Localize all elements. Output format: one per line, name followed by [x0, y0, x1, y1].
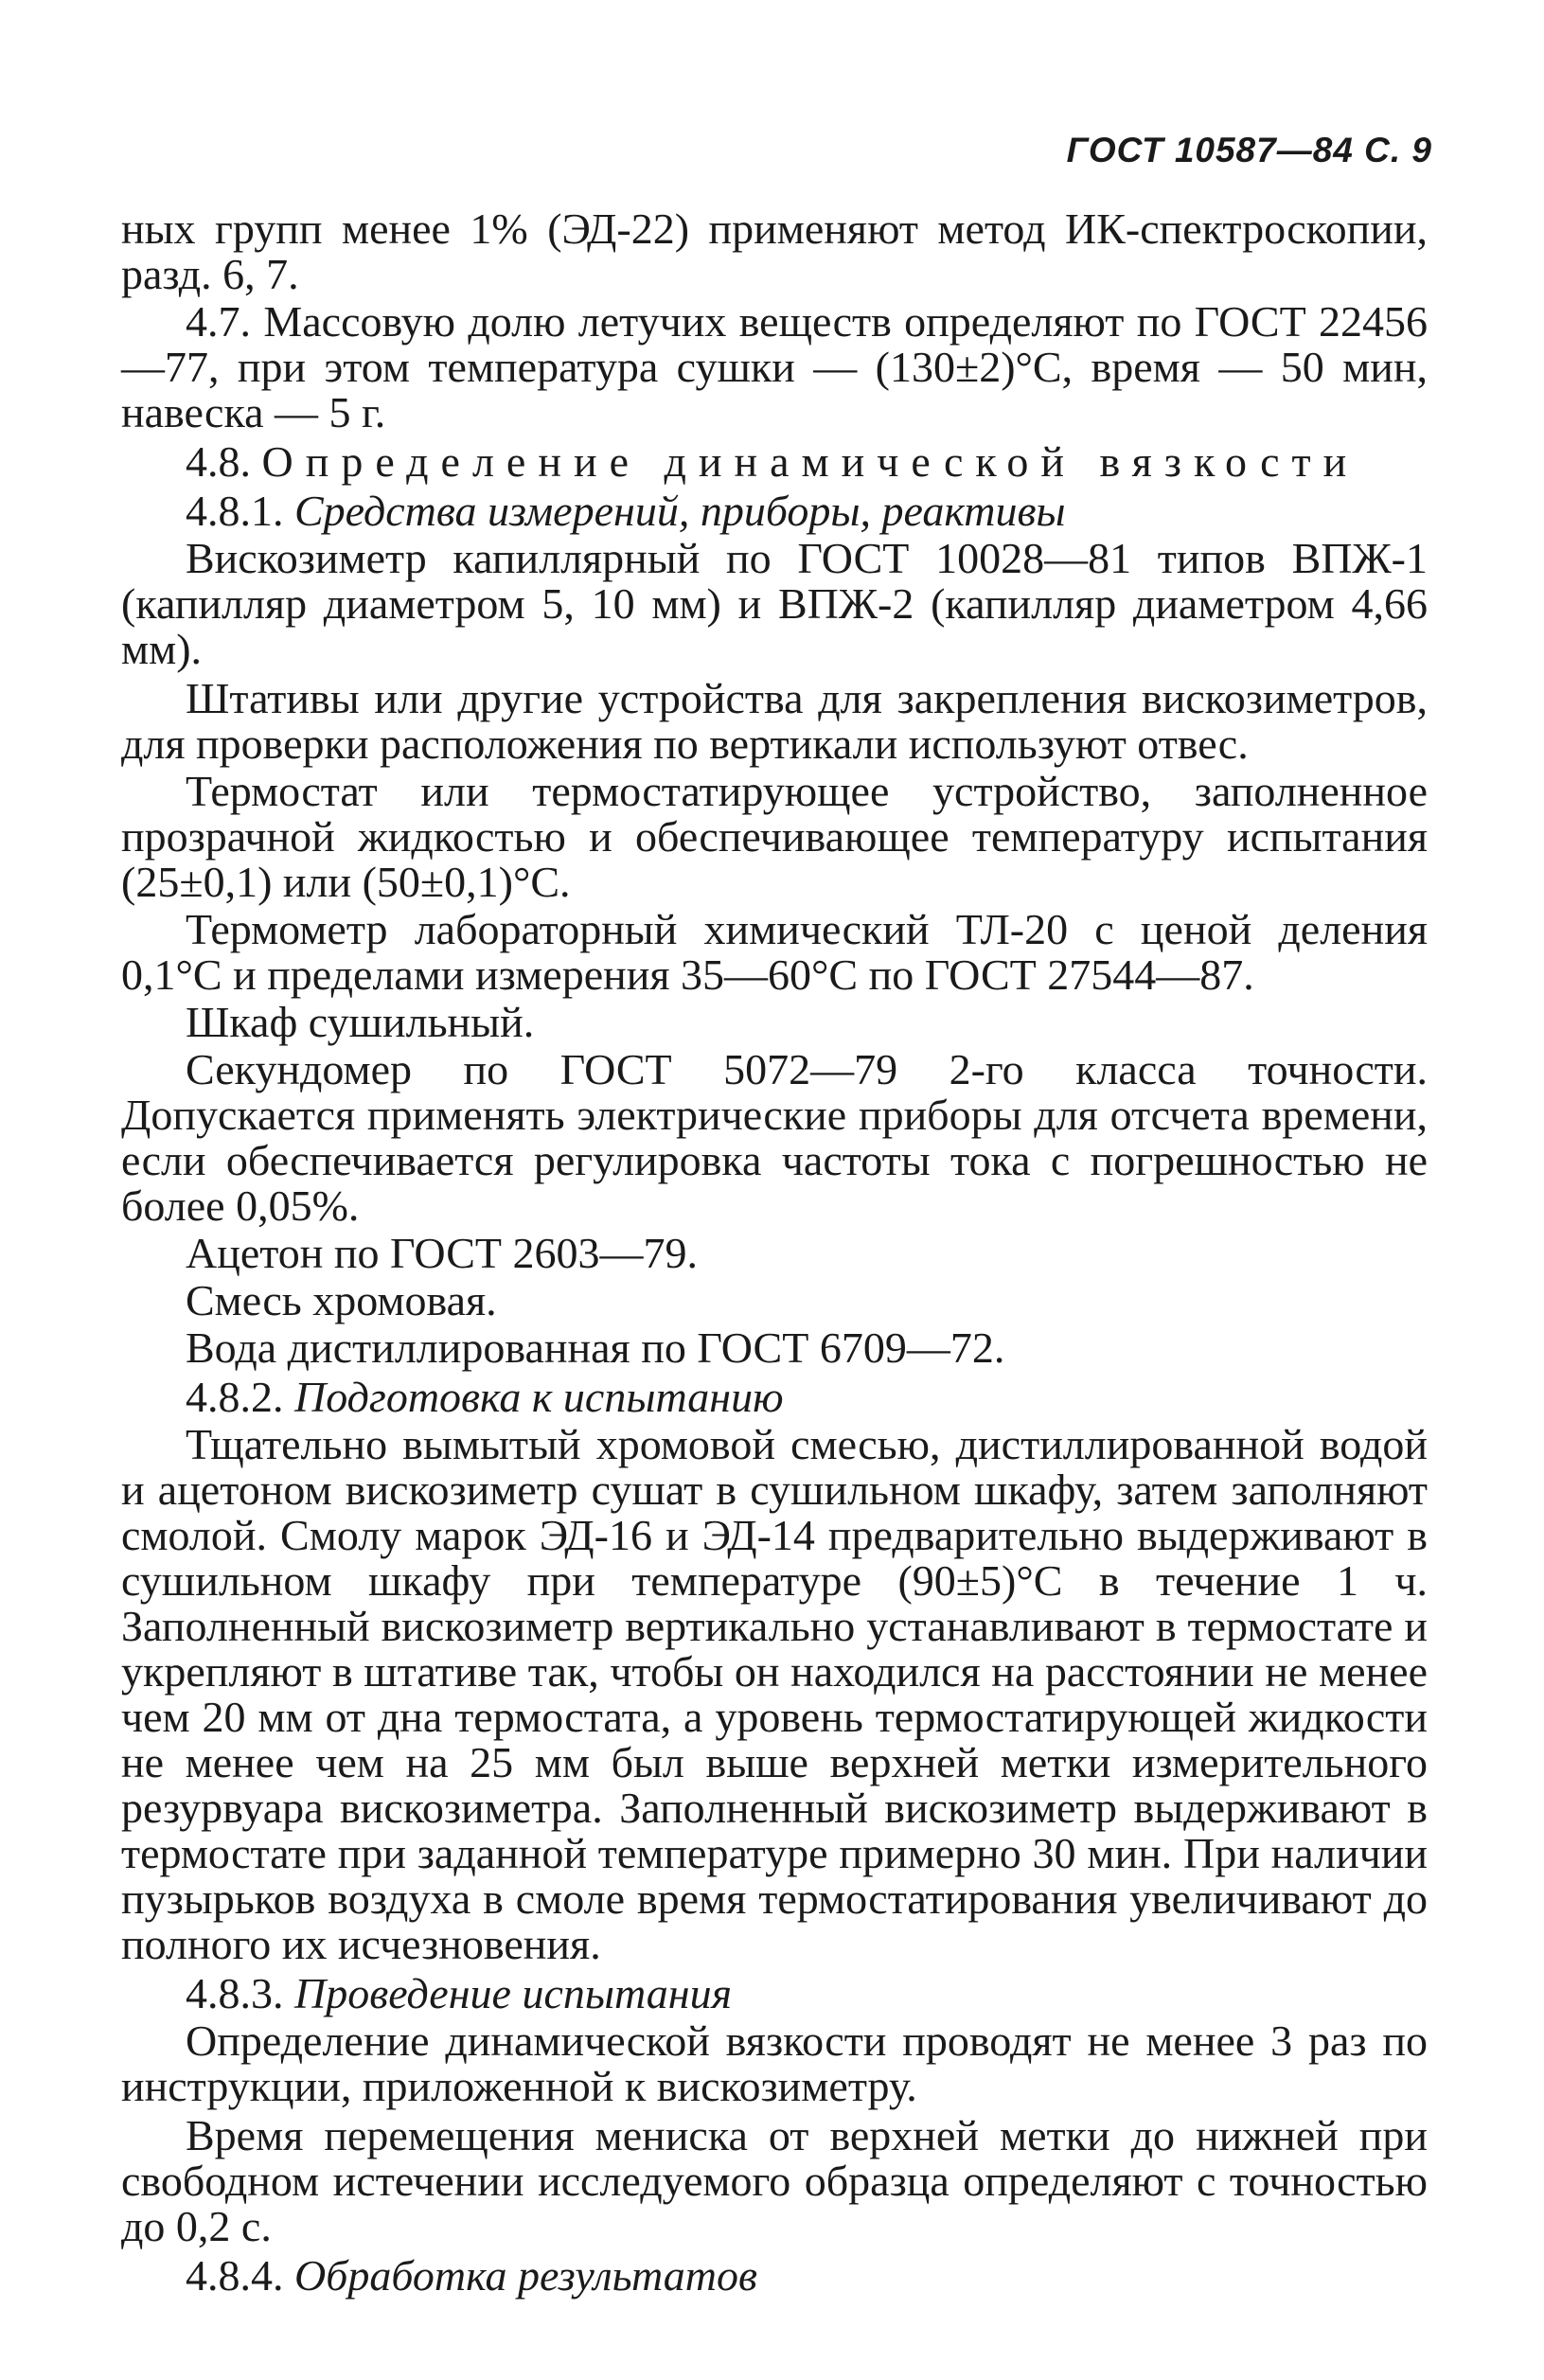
section-number: 4.8.4. — [186, 2251, 284, 2300]
section-title: Проведение испытания — [294, 1969, 732, 2017]
paragraph: Определение динамической вязкости проводят не менее 3 раз по инструкции, приложенной к вискозиметру. — [121, 2016, 1428, 2110]
paragraph: Тщательно вымытый хромовой смесью, дистиллированной водой и ацетоном вискозиметр сушат в сушильном шкафу, затем заполняют смолой. Смолу марок ЭД-16 и ЭД-14 предварительно выдерживают в сушильном шкафу при температуре (90±5)°С в течение 1 ч. Заполненный вискозиметр вертикально устанавливают в термостате и укрепляют в штативе так, чтобы он находился на расстоянии не менее чем 20 мм от дна термостата, а уровень термостатирующей жидкости не менее чем на 25 мм был выше верхней метки измерительного резурвуара вискозиметра. Заполненный вискозиметр выдерживают в термостате при заданной температуре примерно 30 мин. При наличии пузырьков воздуха в смоле время термостатирования увеличивают до полного их исчезновения. — [121, 1420, 1428, 1968]
section-number: 4.8. — [186, 437, 251, 486]
section-title: Подготовка к испытанию — [294, 1373, 784, 1421]
paragraph: ных групп менее 1% (ЭД-22) применяют метод ИК-спектроскопии, разд. 6, 7. — [121, 204, 1428, 298]
section-title: Средства измерений, приборы, реактивы — [294, 487, 1066, 535]
section-number: 4.8.3. — [186, 1969, 284, 2017]
paragraph: Вискозиметр капиллярный по ГОСТ 10028—81 типов ВПЖ-1 (капилляр диаметром 5, 10 мм) и ВПЖ-2 (капилляр диаметром 4,66 мм). — [121, 534, 1428, 673]
document-body — [121, 206, 1428, 2300]
paragraph: Смесь хромовая. — [186, 1276, 497, 1324]
paragraph: Шкаф сушильный. — [186, 998, 535, 1046]
paragraph: 4.7. Массовую долю летучих веществ определяют по ГОСТ 22456—77, при этом температура сушки — (130±2)°С, время — 50 мин, навеска — 5 г. — [121, 297, 1428, 436]
paragraph: Вода дистиллированная по ГОСТ 6709—72. — [186, 1323, 1005, 1372]
section-title: Определение динамической вязкости — [261, 437, 1359, 486]
section-heading-4-8-2 — [121, 1375, 1428, 1420]
section-heading-4-8 — [121, 439, 1428, 485]
section-heading-4-8-3 — [121, 1971, 1428, 2016]
paragraph: Время перемещения мениска от верхней метки до нижней при свободном истечении исследуемого образца определяют с точностью до 0,2 с. — [121, 2111, 1428, 2250]
paragraph: Термостат или термостатирующее устройство, заполненное прозрачной жидкостью и обеспечивающее температуру испытания (25±0,1) или (50±0,1)°С. — [121, 767, 1428, 906]
section-number: 4.8.2. — [186, 1373, 284, 1421]
paragraph: Штативы или другие устройства для закрепления вискозиметров, для проверки расположения по вертикали используют отвес. — [121, 674, 1428, 768]
section-heading-4-8-4 — [121, 2253, 1428, 2299]
section-title: Обработка результатов — [294, 2251, 757, 2300]
page-header: ГОСТ 10587—84 С. 9 — [1066, 131, 1432, 169]
paragraph: Ацетон по ГОСТ 2603—79. — [186, 1229, 698, 1277]
section-heading-4-8-1 — [121, 488, 1428, 534]
paragraph: Секундомер по ГОСТ 5072—79 2-го класса точности. Допускается применять электрические приборы для отсчета времени, если обеспечивается регулировка частоты тока с погрешностью не более 0,05%. — [121, 1045, 1428, 1230]
paragraph: Термометр лабораторный химический ТЛ-20 с ценой деления 0,1°С и пределами измерения 35—60°С по ГОСТ 27544—87. — [121, 905, 1428, 999]
section-number: 4.8.1. — [186, 487, 284, 535]
